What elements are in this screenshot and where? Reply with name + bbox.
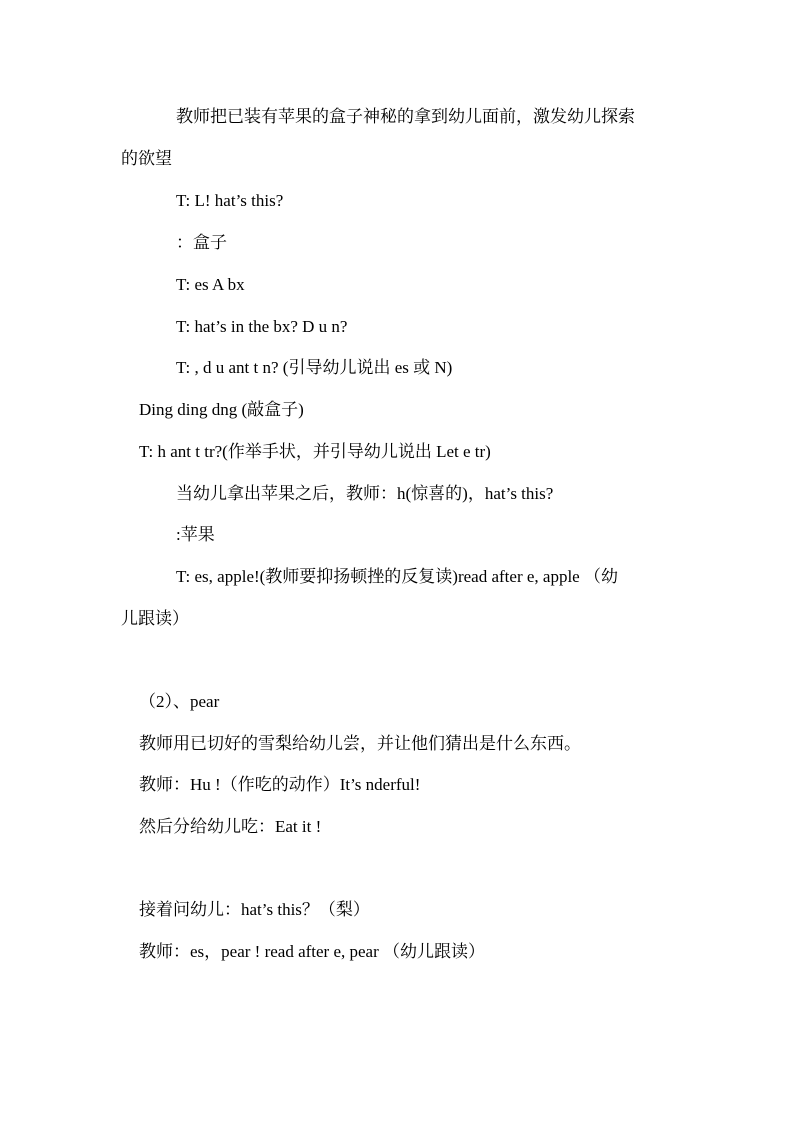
paragraph-line: 接着问幼儿：hat’s this？（梨） [139, 900, 370, 919]
dialogue-line: T: es A bx [176, 275, 245, 294]
dialogue-line: 教师：Hu !（作吃的动作）It’s nderful! [139, 775, 421, 794]
paragraph-line: 教师用已切好的雪梨给幼儿尝，并让他们猜出是什么东西。 [139, 734, 581, 753]
dialogue-line: 教师：es，pear ! read after e, pear （幼儿跟读） [139, 942, 486, 961]
dialogue-line: T: h ant t tr?(作举手状，并引导幼儿说出 Let e tr) [139, 442, 491, 461]
paragraph-line: 的欲望 [121, 149, 172, 168]
dialogue-line: ：盒子 [176, 233, 227, 252]
dialogue-line: T: , d u ant t n? (引导幼儿说出 es 或 N) [176, 358, 453, 377]
section-heading: （2）、pear [139, 692, 220, 711]
paragraph-line: 儿跟读） [121, 609, 189, 628]
paragraph-line: 然后分给幼儿吃：Eat it ! [139, 817, 322, 836]
dialogue-line: :苹果 [176, 525, 215, 544]
dialogue-line: T: hat’s in the bx? D u n? [176, 317, 348, 336]
paragraph-line: 当幼儿拿出苹果之后，教师：h(惊喜的)，hat’s this? [176, 484, 554, 503]
paragraph-line: 教师把已装有苹果的盒子神秘的拿到幼儿面前，激发幼儿探索 [176, 107, 635, 126]
dialogue-line: Ding ding dng (敲盒子) [139, 400, 304, 419]
dialogue-line: T: es, apple!(教师要抑扬顿挫的反复读)read after e, apple （幼 [176, 567, 618, 586]
dialogue-line: T: L! hat’s this? [176, 191, 284, 210]
